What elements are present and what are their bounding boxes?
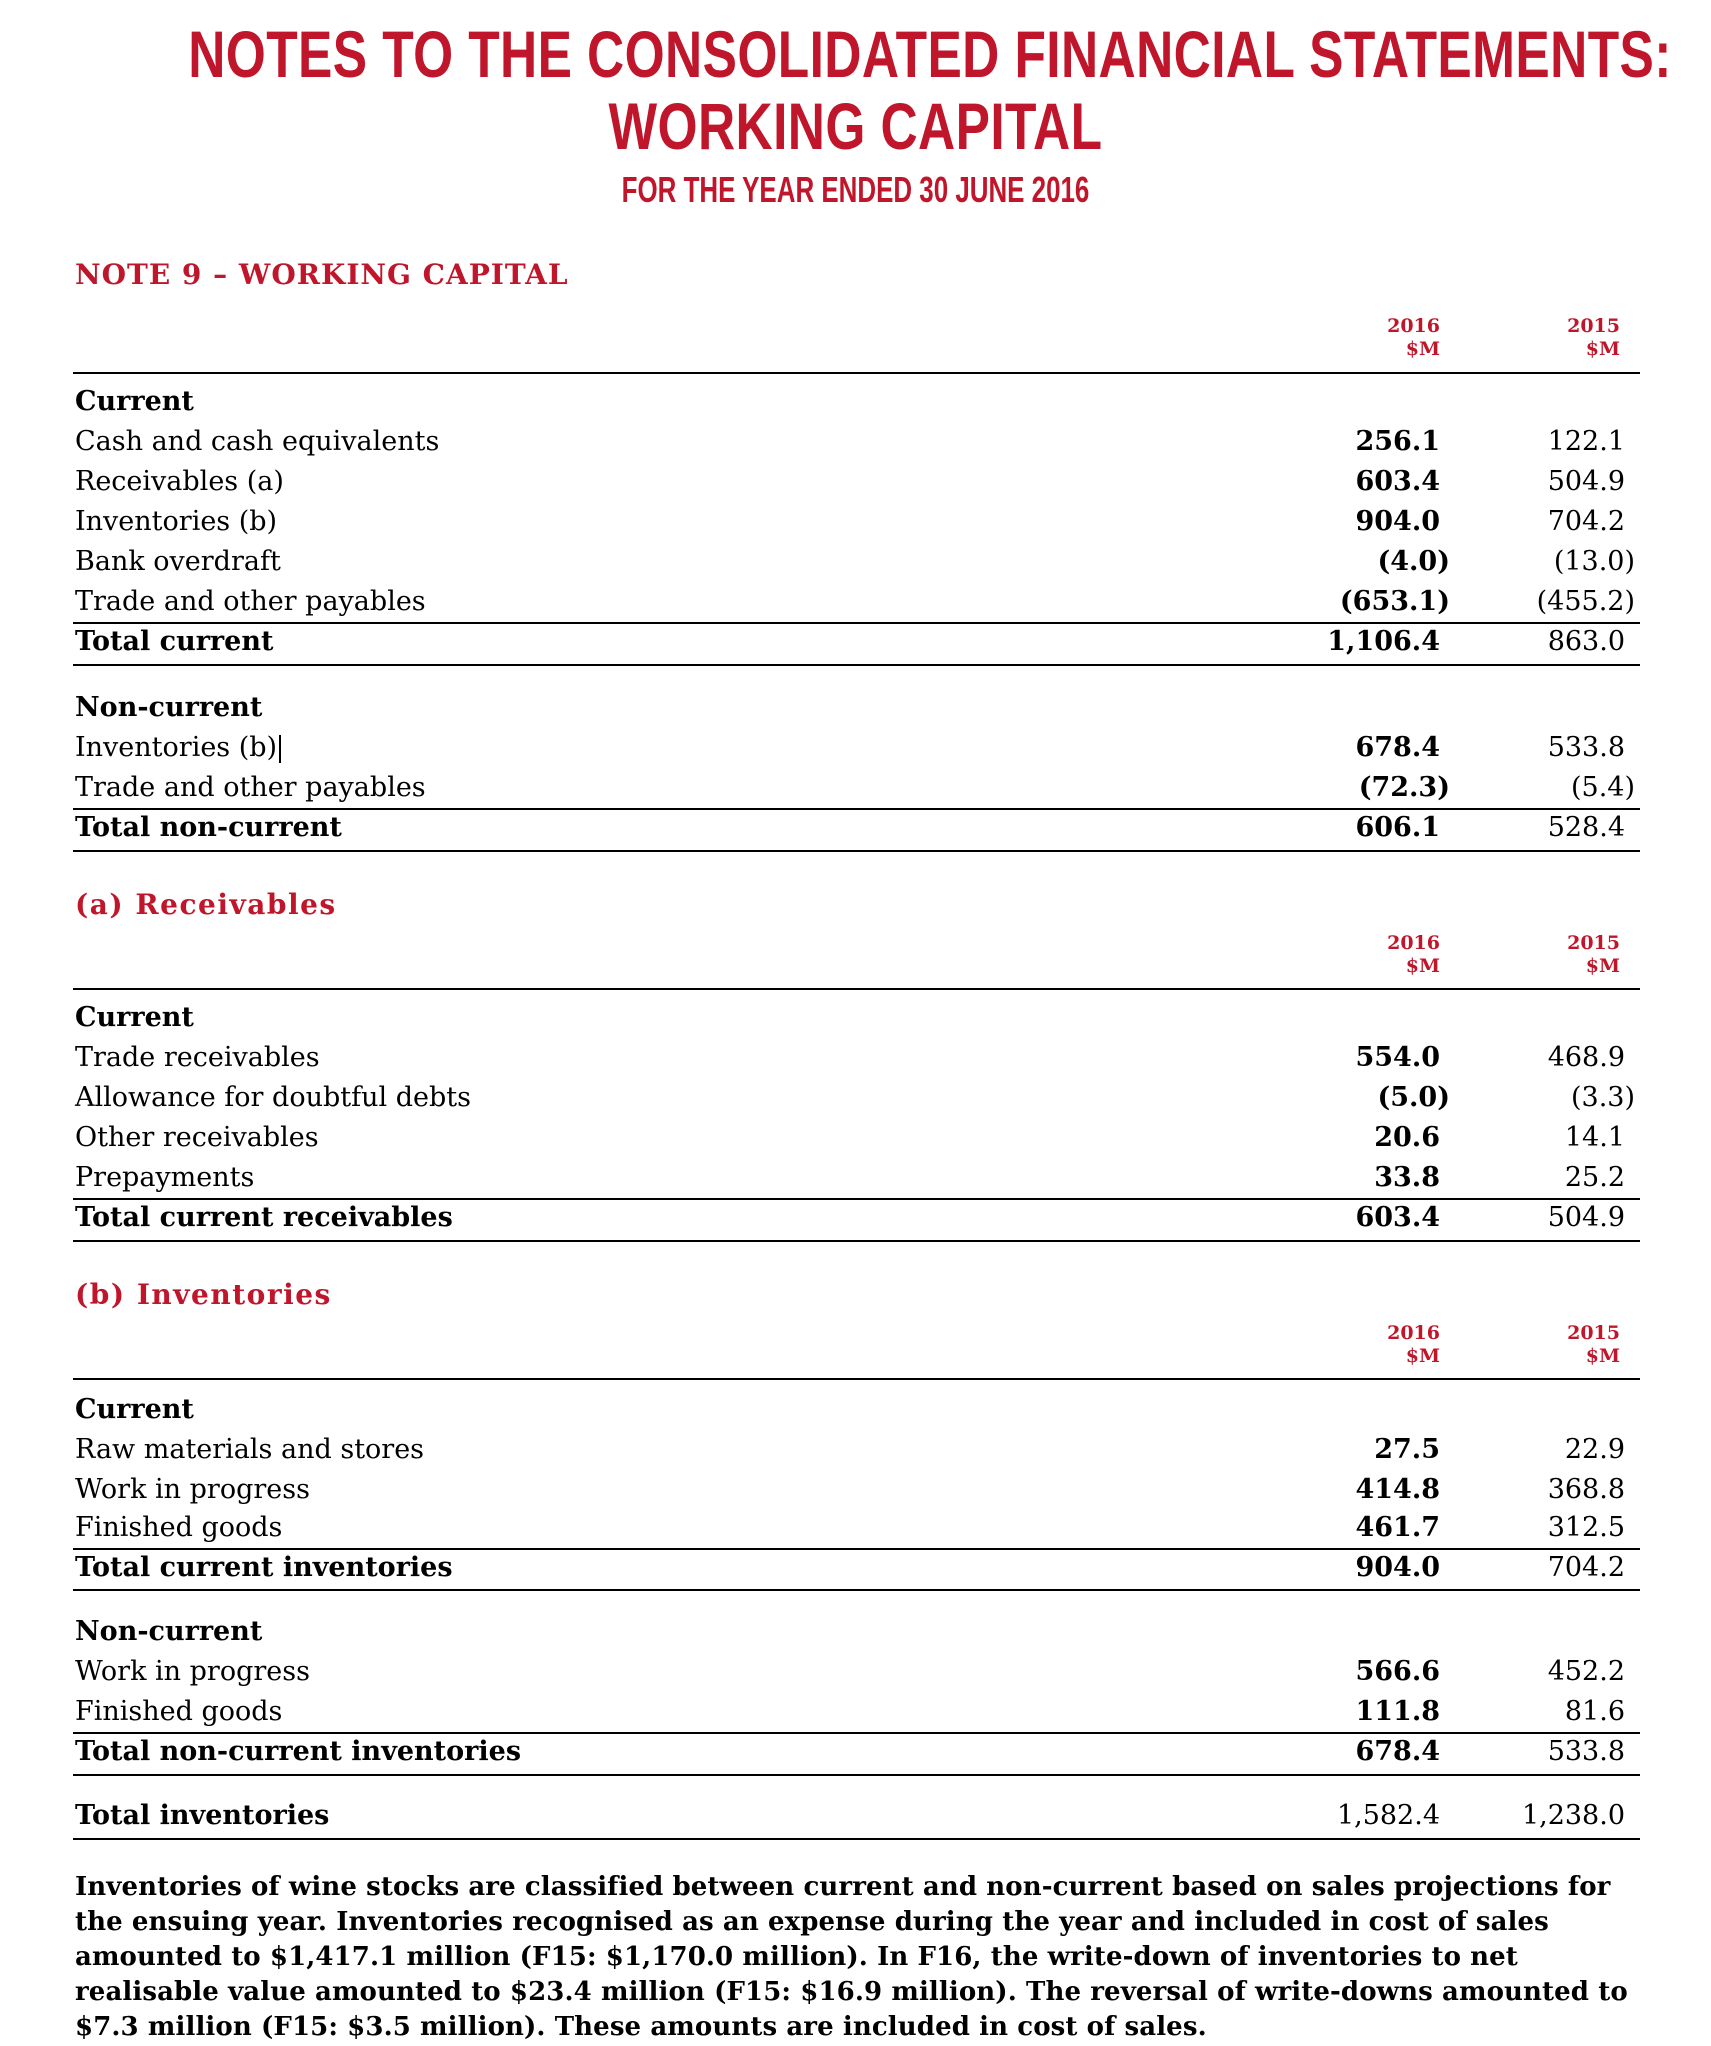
table-row bbox=[75, 1692, 1635, 1732]
table-rule bbox=[73, 850, 1640, 852]
row-value-2015: 368.8 bbox=[1547, 1474, 1625, 1505]
row-value-2016: 256.1 bbox=[1355, 426, 1440, 457]
row-value-2016: (4.0) bbox=[1377, 546, 1450, 577]
row-value-2016: 904.0 bbox=[1355, 506, 1440, 537]
table-row bbox=[75, 502, 1635, 542]
table-row bbox=[75, 1470, 1635, 1510]
table-row bbox=[75, 1390, 1635, 1430]
row-label: Work in progress bbox=[75, 1474, 310, 1505]
col-head-unit: $M bbox=[1585, 1345, 1620, 1367]
table-row bbox=[75, 1158, 1635, 1198]
row-label: Trade and other payables bbox=[75, 586, 426, 617]
row-value-2016: 461.7 bbox=[1355, 1512, 1440, 1543]
row-value-2016: 414.8 bbox=[1355, 1474, 1440, 1505]
row-value-2015: 312.5 bbox=[1547, 1512, 1625, 1543]
row-label: Receivables (a) bbox=[75, 466, 284, 497]
row-value-2016: 33.8 bbox=[1374, 1162, 1440, 1193]
row-value-2016: (72.3) bbox=[1358, 772, 1450, 803]
row-value-2016: 554.0 bbox=[1355, 1042, 1440, 1073]
table-row bbox=[75, 768, 1635, 808]
row-value-2016: 566.6 bbox=[1355, 1656, 1440, 1687]
row-value-2016: (5.0) bbox=[1377, 1082, 1450, 1113]
table-row bbox=[75, 728, 1635, 768]
row-value-2016: 678.4 bbox=[1355, 732, 1440, 763]
title-block bbox=[0, 18, 1711, 212]
table-row bbox=[75, 422, 1635, 462]
page-title-line-1: NOTES TO THE CONSOLIDATED FINANCIAL STATEMENTS: bbox=[188, 17, 1672, 91]
row-value-2015: 863.0 bbox=[1547, 626, 1625, 657]
table-rule bbox=[73, 988, 1640, 990]
row-label bbox=[75, 728, 281, 768]
row-heading: Non-current bbox=[75, 692, 263, 723]
col-head-year: 2016 bbox=[1387, 315, 1440, 337]
row-value-2015: 528.4 bbox=[1547, 812, 1625, 843]
table-row bbox=[75, 998, 1635, 1038]
row-label: Total inventories bbox=[75, 1800, 330, 1831]
row-value-2015: 704.2 bbox=[1547, 1552, 1625, 1583]
inventories-title: (b) Inventories bbox=[75, 1278, 332, 1311]
table-rule bbox=[73, 372, 1640, 374]
table-row-grand-total bbox=[75, 1796, 1635, 1836]
table-row bbox=[75, 542, 1635, 582]
table-rule bbox=[73, 664, 1640, 666]
table-rule bbox=[73, 1774, 1640, 1776]
table-rule bbox=[73, 1378, 1640, 1380]
table-row bbox=[75, 1508, 1635, 1548]
row-value-2015: 533.8 bbox=[1547, 1736, 1625, 1767]
table-row bbox=[75, 1118, 1635, 1158]
row-label: Trade and other payables bbox=[75, 772, 426, 803]
col-head-unit: $M bbox=[1405, 338, 1440, 360]
row-value-2016: 603.4 bbox=[1355, 466, 1440, 497]
row-label: Other receivables bbox=[75, 1122, 319, 1153]
row-label: Allowance for doubtful debts bbox=[75, 1082, 471, 1113]
row-value-2016: 27.5 bbox=[1374, 1434, 1440, 1465]
row-value-2016: 606.1 bbox=[1355, 812, 1440, 843]
row-value-2015: 468.9 bbox=[1547, 1042, 1625, 1073]
row-value-2015: 122.1 bbox=[1547, 426, 1625, 457]
row-value-2015: 1,238.0 bbox=[1521, 1800, 1625, 1831]
text-cursor-icon bbox=[279, 735, 281, 763]
col-head-2016 bbox=[1320, 1322, 1440, 1368]
table-row-total bbox=[75, 808, 1635, 848]
row-value-2015: (3.3) bbox=[1570, 1082, 1635, 1113]
row-value-2016: (653.1) bbox=[1339, 586, 1450, 617]
col-head-unit: $M bbox=[1405, 955, 1440, 977]
table-row bbox=[75, 1430, 1635, 1470]
page-subtitle: FOR THE YEAR ENDED 30 JUNE 2016 bbox=[621, 169, 1090, 210]
col-head-unit: $M bbox=[1585, 955, 1620, 977]
row-label: Prepayments bbox=[75, 1162, 255, 1193]
row-value-2015: (5.4) bbox=[1570, 772, 1635, 803]
col-head-year: 2016 bbox=[1387, 932, 1440, 954]
row-label: Total non-current bbox=[75, 812, 342, 843]
page-title-line-2: WORKING CAPITAL bbox=[608, 89, 1103, 163]
row-label: Raw materials and stores bbox=[75, 1434, 425, 1465]
row-value-2016: 678.4 bbox=[1355, 1736, 1440, 1767]
row-heading: Current bbox=[75, 386, 194, 417]
col-head-year: 2015 bbox=[1567, 315, 1620, 337]
row-value-2015: 452.2 bbox=[1547, 1656, 1625, 1687]
row-value-2016: 1,106.4 bbox=[1327, 626, 1440, 657]
row-heading: Non-current bbox=[75, 1616, 263, 1647]
row-label: Cash and cash equivalents bbox=[75, 426, 440, 457]
row-label: Finished goods bbox=[75, 1696, 283, 1727]
footnote-paragraph: Inventories of wine stocks are classified between current and non-current based on sales projections for the ensuing year. Inventories recognised as an expense during the year and included in cost of sales amounted to $1,417.1 million (F15: $1,170.0 million). In F16, the write-down of inventories to net realisable value amounted to $23.4 million (F15: $16.9 million). The reversal of write-downs amounted to $7.3 million (F15: $3.5 million). These amounts are included in cost of sales. bbox=[75, 1872, 1628, 2042]
col-head-2015 bbox=[1500, 315, 1620, 361]
table-row bbox=[75, 1612, 1635, 1652]
row-heading: Current bbox=[75, 1002, 194, 1033]
row-label: Total current receivables bbox=[75, 1202, 453, 1233]
row-value-2015: 704.2 bbox=[1547, 506, 1625, 537]
row-value-2015: 81.6 bbox=[1564, 1696, 1625, 1727]
col-head-year: 2016 bbox=[1387, 1322, 1440, 1344]
table-rule bbox=[73, 1838, 1640, 1840]
row-value-2015: 14.1 bbox=[1564, 1122, 1625, 1153]
row-label: Bank overdraft bbox=[75, 546, 281, 577]
row-label: Total current inventories bbox=[75, 1552, 453, 1583]
row-label: Work in progress bbox=[75, 1656, 310, 1687]
row-label: Finished goods bbox=[75, 1512, 283, 1543]
row-label: Total current bbox=[75, 626, 274, 657]
note9-title: NOTE 9 – WORKING CAPITAL bbox=[75, 258, 569, 291]
col-head-2016 bbox=[1320, 932, 1440, 978]
receivables-title: (a) Receivables bbox=[75, 888, 337, 921]
row-heading: Current bbox=[75, 1394, 194, 1425]
row-value-2015: 533.8 bbox=[1547, 732, 1625, 763]
row-label: Trade receivables bbox=[75, 1042, 320, 1073]
table-row-total bbox=[75, 1732, 1635, 1772]
row-value-2016: 904.0 bbox=[1355, 1552, 1440, 1583]
row-value-2015: (13.0) bbox=[1553, 546, 1635, 577]
table-row bbox=[75, 688, 1635, 728]
row-value-2016: 603.4 bbox=[1355, 1202, 1440, 1233]
table-row bbox=[75, 1078, 1635, 1118]
row-label-text: Inventories (b) bbox=[75, 732, 278, 763]
table-row-total bbox=[75, 622, 1635, 662]
col-head-2015 bbox=[1500, 1322, 1620, 1368]
col-head-year: 2015 bbox=[1567, 932, 1620, 954]
col-head-year: 2015 bbox=[1567, 1322, 1620, 1344]
table-rule bbox=[73, 1240, 1640, 1242]
row-value-2015: 504.9 bbox=[1547, 1202, 1625, 1233]
row-value-2015: (455.2) bbox=[1536, 586, 1635, 617]
table-row bbox=[75, 1652, 1635, 1692]
row-label: Total non-current inventories bbox=[75, 1736, 522, 1767]
row-value-2015: 22.9 bbox=[1564, 1434, 1625, 1465]
col-head-2015 bbox=[1500, 932, 1620, 978]
row-value-2015: 504.9 bbox=[1547, 466, 1625, 497]
col-head-2016 bbox=[1320, 315, 1440, 361]
row-value-2016: 111.8 bbox=[1355, 1696, 1440, 1727]
row-value-2015: 25.2 bbox=[1564, 1162, 1625, 1193]
col-head-unit: $M bbox=[1585, 338, 1620, 360]
table-row bbox=[75, 462, 1635, 502]
table-row-total bbox=[75, 1548, 1635, 1588]
table-row bbox=[75, 582, 1635, 622]
table-row-total bbox=[75, 1198, 1635, 1238]
col-head-unit: $M bbox=[1405, 1345, 1440, 1367]
table-row bbox=[75, 382, 1635, 422]
row-value-2016: 20.6 bbox=[1374, 1122, 1440, 1153]
row-label: Inventories (b) bbox=[75, 506, 278, 537]
row-value-2016: 1,582.4 bbox=[1336, 1800, 1440, 1831]
table-row bbox=[75, 1038, 1635, 1078]
table-rule bbox=[73, 1589, 1640, 1591]
